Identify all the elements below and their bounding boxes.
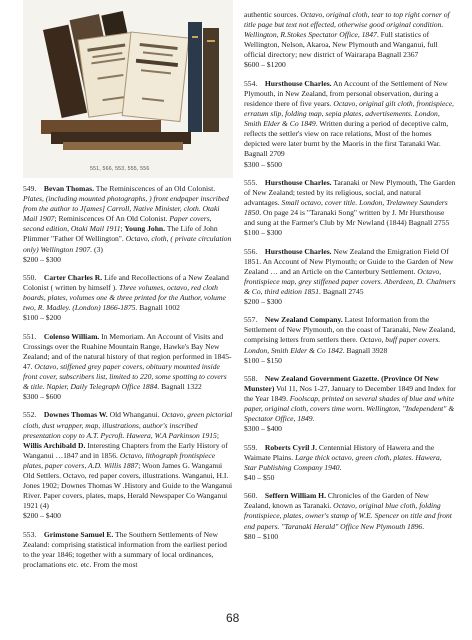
lot-author: Hursthouse Charles.	[264, 177, 332, 187]
lot-number: 557.	[244, 315, 258, 325]
lot-note: . Bagnall 2745	[319, 286, 364, 296]
lot-author-2: Willis Archibald D.	[23, 440, 86, 450]
lot-note: ;	[216, 430, 219, 440]
lot-number: 558.	[244, 373, 258, 383]
lot-note: .	[422, 521, 425, 531]
lot-title: Chronicles of the Garden of New Zealand, known as Taranaki.	[244, 491, 429, 511]
lot-number: 560.	[244, 491, 258, 501]
lot-estimate: $200 – $300	[23, 254, 61, 264]
lot-note: .	[312, 414, 315, 424]
lot-number: 554.	[244, 78, 258, 88]
lot-553	[23, 530, 233, 570]
lot-555	[244, 178, 456, 239]
lot-560	[244, 491, 456, 541]
lot-number: 553.	[23, 529, 37, 539]
lot-author: Bevan Thomas.	[43, 184, 94, 193]
lot-note: . Bagnall 1002	[135, 303, 180, 313]
lot-note: . Bagnall 1322	[157, 382, 202, 392]
lot-author: Colenso William.	[43, 331, 100, 341]
lot-549	[23, 184, 233, 265]
lot-title: The Reminiscences of an Old Colonist.	[93, 184, 216, 193]
lot-description: Foolscap, printed on several shades of blue and white paper, original cloth, covers time worn. Wellington, "Independent" & Spectator Office, 1849	[244, 394, 455, 424]
book-photo	[23, 0, 233, 178]
lot-title: authentic sources.	[244, 10, 301, 19]
lot-author: Roberts Cyril J.	[264, 442, 317, 452]
lot-note: . Bagnall 3928	[342, 345, 388, 355]
lot-558	[244, 374, 456, 435]
lot-estimate: $100 – $200	[23, 313, 61, 323]
lot-559	[244, 443, 456, 483]
lot-author: Hursthouse Charles.	[264, 246, 332, 256]
lot-551	[23, 332, 233, 403]
lot-description: Large thick octavo, green cloth, plates. Hawera, Star Publishing Company 1940	[244, 452, 442, 472]
lot-title: Centennial History of Hawera and the Waimate Plains.	[244, 442, 435, 462]
lot-557	[244, 315, 456, 365]
lot-description: Octavo, original blue cloth, folding frontispiece, plates, owner's stamp of W.E. Spencer on title and front end papers. "Taranaki Herald" Office New Plymouth 1896	[244, 501, 452, 531]
lot-note-3: The Life of John Plimmer "Father Of Wellington".	[23, 224, 218, 244]
lot-author: New Zealand Government Gazette. (Province Of New Munster)	[244, 373, 439, 394]
lot-estimate: $100 – $150	[244, 355, 282, 365]
lot-estimate: $200 – $400	[23, 511, 61, 521]
lot-title: The Southern Settlements of New Zealand: comprising statistical information from the earliest period to the year 1846; together with a summary of local ordinances, proclamations etc. etc. From the most	[23, 529, 227, 569]
lot-description: Small octavo, cover title. London, Trelawney Saunders 1850	[244, 197, 448, 218]
lot-estimate: $600 – $1200	[244, 60, 286, 70]
lot-description-3: Octavo, lithograph frontispiece plates, paper covers, A.D. Willis 1887	[23, 450, 216, 470]
lot-author: Grimstone Samuel E.	[43, 529, 114, 539]
lot-number: 556.	[244, 246, 258, 256]
lot-author-2: Young John.	[124, 224, 166, 234]
lot-title: Taranaki or New Plymouth, The Garden of New Zealand; tested by its religious, social, and natural advantages.	[244, 177, 456, 207]
lot-554	[244, 79, 456, 170]
lot-note: .	[339, 462, 342, 472]
lot-number: 552.	[23, 410, 37, 420]
lot-note-4: ; Woon James G. Wanganui Old Settlers. Octavo, red paper covers, illustrations. Wanganui, H.I. Jones 1902; Downes Thomas W .History and Guide to the Wanganui River. Paper covers, plates, maps, Herald Newspaper Co Wanganui 1921 (4)	[23, 460, 233, 511]
lot-description: Plates, (including mounted photographs, ) front endpaper inscribed from the author to J[ames] Carroll, Native Minister, cloth. Otaki Mail 1907	[23, 194, 229, 224]
lot-note: ; Reminiscences Of An Old Colonist.	[54, 214, 170, 224]
lot-estimate: $40 – $50	[244, 472, 275, 482]
lot-author: New Zealand Company.	[264, 315, 343, 325]
lot-estimate: $100 – $300	[244, 228, 282, 238]
lot-description: Octavo, stiffened grey paper covers, obituary mounted inside front cover, subscribers list, limited to 220, some spotting to covers & title. Napier, Daily Telegraph Office 1884	[23, 361, 227, 392]
lot-number: 555.	[244, 177, 258, 187]
lot-estimate: $80 – $100	[244, 531, 279, 541]
photo-caption: 551, 566, 553, 555, 556	[90, 166, 150, 172]
lot-title: Old Whanganui.	[107, 410, 162, 420]
lot-title: In Memoriam. An Account of Visits and Crossings over the Ruahine Mountain Range, Hawke's Bay New Zealand; and of the natural history of that region performed in 1845-47.	[23, 331, 232, 371]
lot-estimate: $300 – $400	[244, 424, 282, 434]
lot-description-3: Octavo, cloth, ( private circulation only) Wellington 1907.	[23, 234, 232, 254]
lot-description: Octavo, green pictorial cloth, dust wrapper, map, illustrations, author's inscribed presentation copy to A.T. Pycroft. Hawera, W.A Parkinson 1915	[23, 410, 233, 440]
left-column	[23, 184, 233, 578]
right-column	[244, 10, 456, 550]
lot-author: Hursthouse Charles.	[264, 78, 332, 88]
books-illustration	[23, 0, 233, 178]
lot-description: Three volumes, octavo, red cloth boards, plates, volumes one & three printed for the Author, volume two, R. Madley. (London) 1866-1875	[23, 283, 226, 313]
lot-estimate: $200 – $300	[244, 297, 282, 306]
lot-description: Octavo, buff paper covers. London, Smith Elder & Co 1842	[244, 335, 441, 355]
lot-title: An Account of the Settlement of New Plymouth, in New Zealand, from personal observation, during a residence there of five years.	[244, 78, 448, 108]
lot-number: 550.	[23, 272, 37, 282]
lot-note-4: (3)	[92, 244, 103, 254]
lot-552	[23, 410, 233, 521]
lot-number: 549.	[23, 184, 37, 193]
lot-note-3: Interesting Chapters from the Early History of Wanganui …1847 and in 1856.	[23, 440, 228, 460]
lot-description: Octavo, frontispiece map, grey stiffened paper covers. Aberdeen, D. Chalmers & Co, third edition 1851	[244, 266, 456, 296]
lot-estimate: $300 – $600	[23, 392, 61, 402]
lot-title: Vol 11, Nos 1-27, January to December 1849 and Index for the Year 1849.	[244, 384, 456, 404]
lot-author: Seffern William H.	[264, 491, 326, 501]
lot-note: . Full statistics of Wellington, Nelson, Akaroa, New Plymouth and Wanganui, full official directory; new district of Wairarapa Bagnall 2367	[244, 30, 438, 60]
lot-description-2: Paper covers, second edition, Otaki Mail 1911	[23, 214, 212, 234]
lot-title: Life and Recollections of a New Zealand Colonist ( written by himself ).	[23, 272, 229, 293]
lot-number: 559.	[244, 442, 258, 452]
lot-author: Downes Thomas W.	[43, 410, 108, 420]
lot-553-continued	[244, 10, 456, 71]
lot-556	[244, 247, 456, 308]
lot-title: Latest Information from the Settlement of New Plymouth, on the coast of Taranaki, New Zealand, comprising letters from settlers there.	[244, 315, 456, 345]
lot-estimate: $300 – $500	[244, 159, 282, 169]
lot-description: Octavo, original gilt cloth, frontispiece, erratum slip, folding map, sepia plates, advertisements. London, Smith Elder & Co 1849	[244, 98, 454, 129]
lot-title: New Zealand the Emigration Field Of 1851. An Account of New Plymouth; or Guide to the Garden of New Zealand … and an Article on the Canterbury Settlement.	[244, 246, 454, 276]
lot-550	[23, 273, 233, 323]
page-number: 68	[226, 611, 240, 625]
lot-note-2: ;	[120, 224, 125, 234]
lot-note: . On page 24 is "Taranaki Song" written by J. Mr Hursthouse and sung at the Farmer's Club by Mr Newland (1844) Bagnall 2755	[244, 208, 450, 228]
lot-number: 551.	[23, 331, 37, 341]
lot-description: Octavo, original cloth, tear to top right corner of title page but text not effected, otherwise good original condition. Wellington, R.Stokes Spectator Office, 1847	[244, 10, 450, 40]
lot-author: Carter Charles R.	[43, 272, 103, 282]
lot-note: . Written during a period of deceptive calm, reflects the settler's view on race relations, Most of the homes depicted were later burnt by the Maoris in the first Taranaki War. Bagnall 2709	[244, 119, 449, 159]
